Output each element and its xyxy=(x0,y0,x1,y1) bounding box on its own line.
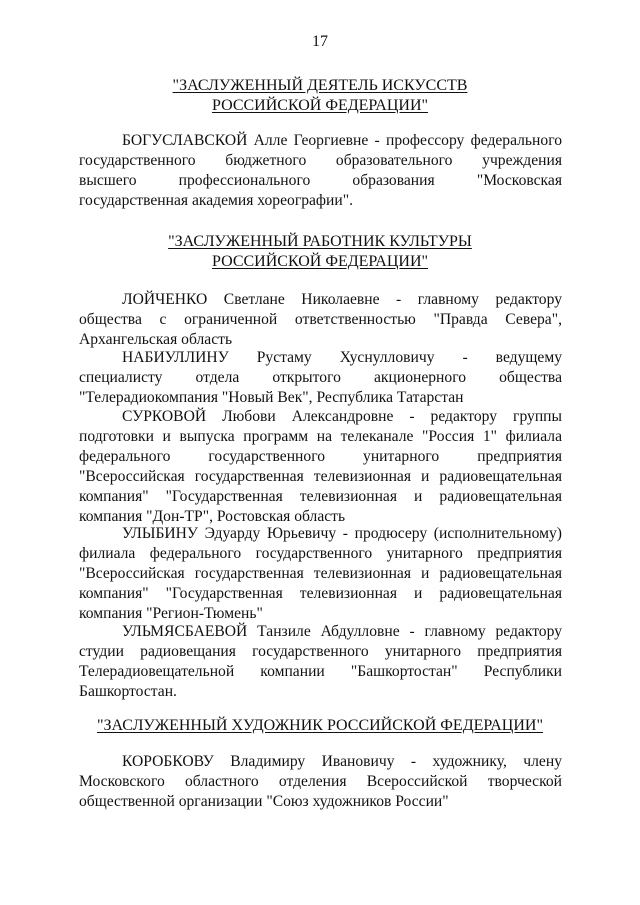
entry-line: государственная академия хореографии". xyxy=(79,192,353,209)
entry-line: филиала федерального государственного унитарного предприятия xyxy=(79,545,562,562)
heading-line: РОССИЙСКОЙ ФЕДЕРАЦИИ" xyxy=(211,97,429,114)
award-entry-korobkov xyxy=(79,752,562,812)
section-heading-honored-artist xyxy=(80,716,560,736)
entry-line: компания" "Государственная телевизионная и радиовещательная xyxy=(79,488,562,505)
heading-line: "ЗАСЛУЖЕННЫЙ РАБОТНИК КУЛЬТУРЫ xyxy=(168,233,472,250)
entry-line: Московского областного отделения Всероссийской творческой xyxy=(79,773,562,790)
section-heading-honored-culture-worker xyxy=(80,232,560,272)
entry-line: государственного бюджетного образовательного учреждения xyxy=(79,152,562,169)
entry-line: подготовки и выпуска программ на телеканале "Россия 1" филиала xyxy=(79,428,562,445)
entry-line: УЛЫБИНУ Эдуарду Юрьевичу - продюсеру (исполнительному) xyxy=(122,525,562,542)
entry-line: Башкортостан. xyxy=(79,683,177,700)
entry-line: общества с ограниченной ответственностью "Правда Севера", xyxy=(79,311,562,328)
entry-line: "Всероссийская государственная телевизионная и радиовещательная xyxy=(79,565,562,582)
page-number: 17 xyxy=(312,33,328,50)
award-entry-surkova xyxy=(79,407,562,527)
award-entry-ulmyasbaeva xyxy=(79,622,562,702)
award-entry-nabiullin xyxy=(79,348,562,408)
award-entry-ulybin xyxy=(79,524,562,624)
entry-line: специалисту отдела открытого акционерного общества xyxy=(79,369,562,386)
entry-line: Телерадиовещательной компании "Башкортостан" Республики xyxy=(79,663,562,680)
award-entry-loychenko xyxy=(79,290,562,350)
entry-line: студии радиовещания государственного унитарного предприятия xyxy=(79,643,562,660)
entry-line: "Всероссийская государственная телевизионная и радиовещательная xyxy=(79,468,562,485)
entry-line: СУРКОВОЙ Любови Александровне - редактору группы xyxy=(122,408,562,425)
entry-line: высшего профессионального образования "Московская xyxy=(79,172,562,189)
entry-line: общественной организации "Союз художников России" xyxy=(79,793,449,810)
section-heading-honored-art-worker xyxy=(80,76,560,116)
heading-line: "ЗАСЛУЖЕННЫЙ ХУДОЖНИК РОССИЙСКОЙ ФЕДЕРАЦИИ" xyxy=(97,717,543,734)
award-entry-boguslavskaya xyxy=(79,131,562,211)
entry-line: компания "Дон-ТР", Ростовская область xyxy=(79,508,346,525)
entry-line: компания" "Государственная телевизионная и радиовещательная xyxy=(79,585,562,602)
entry-line: "Телерадиокомпания "Новый Век", Республика Татарстан xyxy=(79,389,464,406)
entry-line: КОРОБКОВУ Владимиру Ивановичу - художнику, члену xyxy=(122,753,562,770)
entry-line: Архангельская область xyxy=(79,331,233,348)
heading-line: РОССИЙСКОЙ ФЕДЕРАЦИИ" xyxy=(211,253,429,270)
entry-line: ЛОЙЧЕНКО Светлане Николаевне - главному редактору xyxy=(122,291,562,308)
entry-line: УЛЬМЯСБАЕВОЙ Танзиле Абдулловне - главному редактору xyxy=(122,623,562,640)
entry-line: федерального государственного унитарного предприятия xyxy=(79,448,562,465)
heading-line: "ЗАСЛУЖЕННЫЙ ДЕЯТЕЛЬ ИСКУССТВ xyxy=(172,77,468,94)
entry-line: БОГУСЛАВСКОЙ Алле Георгиевне - профессору федерального xyxy=(122,132,562,149)
entry-line: НАБИУЛЛИНУ Рустаму Хуснулловичу - ведущему xyxy=(122,349,562,366)
entry-line: компания "Регион-Тюмень" xyxy=(79,605,263,622)
